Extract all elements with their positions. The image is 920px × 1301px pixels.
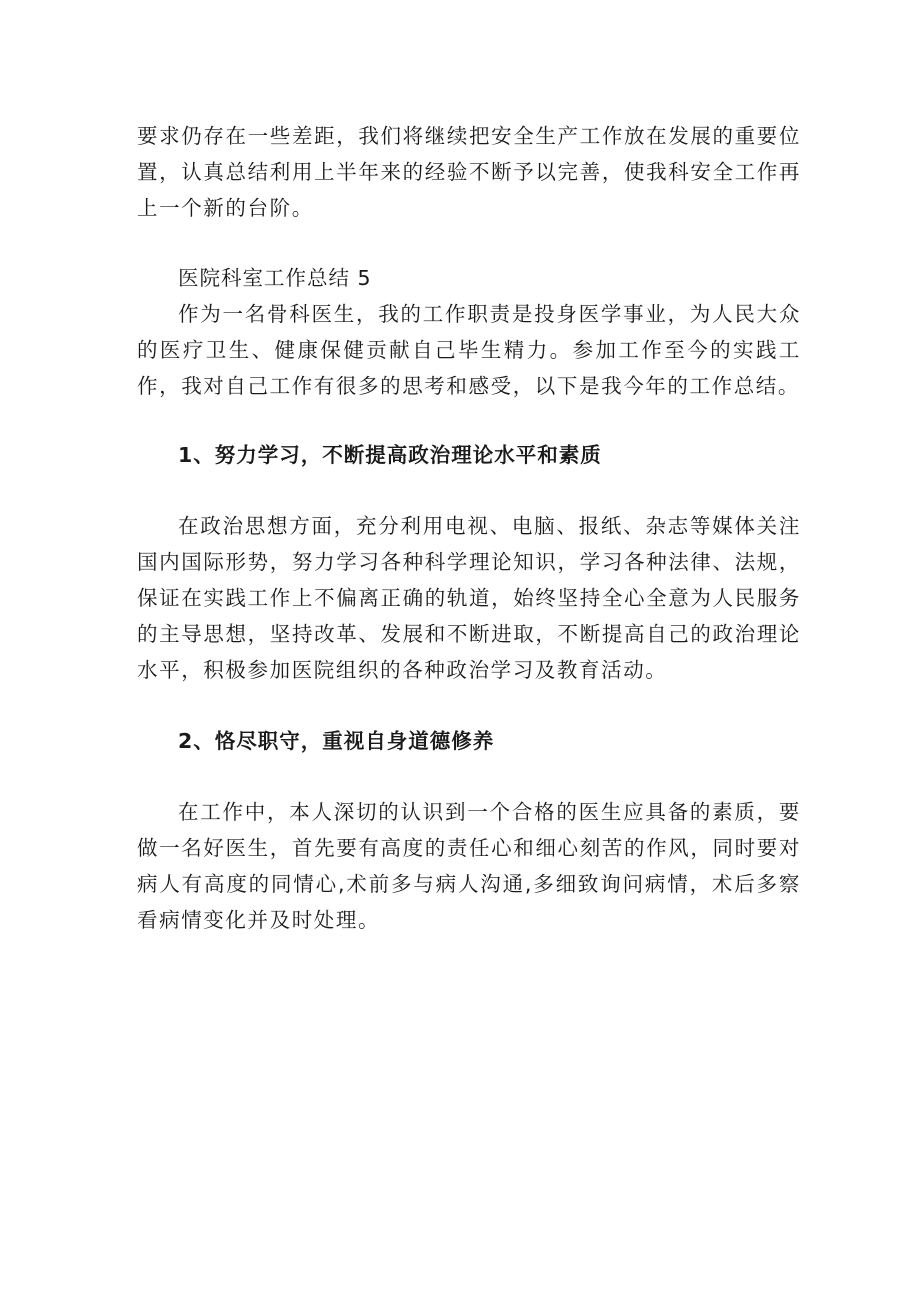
spacer [137, 226, 801, 260]
spacer [137, 759, 801, 794]
heading-2: 2、恪尽职守，重视自身道德修养 [178, 729, 495, 753]
continuation-paragraph: 要求仍存在一些差距，我们将继续把安全生产工作放在发展的重要位置，认真总结利用上半年来的经验不断予以完善，使我科安全工作再上一个新的台阶。 [137, 124, 801, 220]
spacer [137, 688, 801, 723]
paragraph-1: 在政治思想方面，充分利用电视、电脑、报纸、杂志等媒体关注国内国际形势，努力学习各种科学理论知识，学习各种法律、法规，保证在实践工作上不偏离正确的轨道，始终坚持全心全意为人民服务的主导思想，坚持改革、发展和不断进取，不断提高自己的政治理论水平，积极参加医院组织的各种政治学习及教育活动。 [137, 514, 801, 682]
spacer [137, 404, 801, 437]
paragraph-2: 在工作中，本人深切的认识到一个合格的医生应具备的素质，要做一名好医生，首先要有高度的责任心和细心刻苦的作风，同时要对病人有高度的同情心,术前多与病人沟通,多细致询问病情，术后多察看病情变化并及时处理。 [137, 800, 801, 932]
intro-paragraph: 作为一名骨科医生，我的工作职责是投身医学事业，为人民大众的医疗卫生、健康保健贡献自己毕生精力。参加工作至今的实践工作，我对自己工作有很多的思考和感受，以下是我今年的工作总结。 [137, 302, 801, 398]
section-title: 医院科室工作总结 5 [178, 266, 372, 290]
document-page [137, 118, 801, 938]
spacer [137, 473, 801, 508]
heading-1: 1、努力学习，不断提高政治理论水平和素质 [178, 443, 602, 467]
